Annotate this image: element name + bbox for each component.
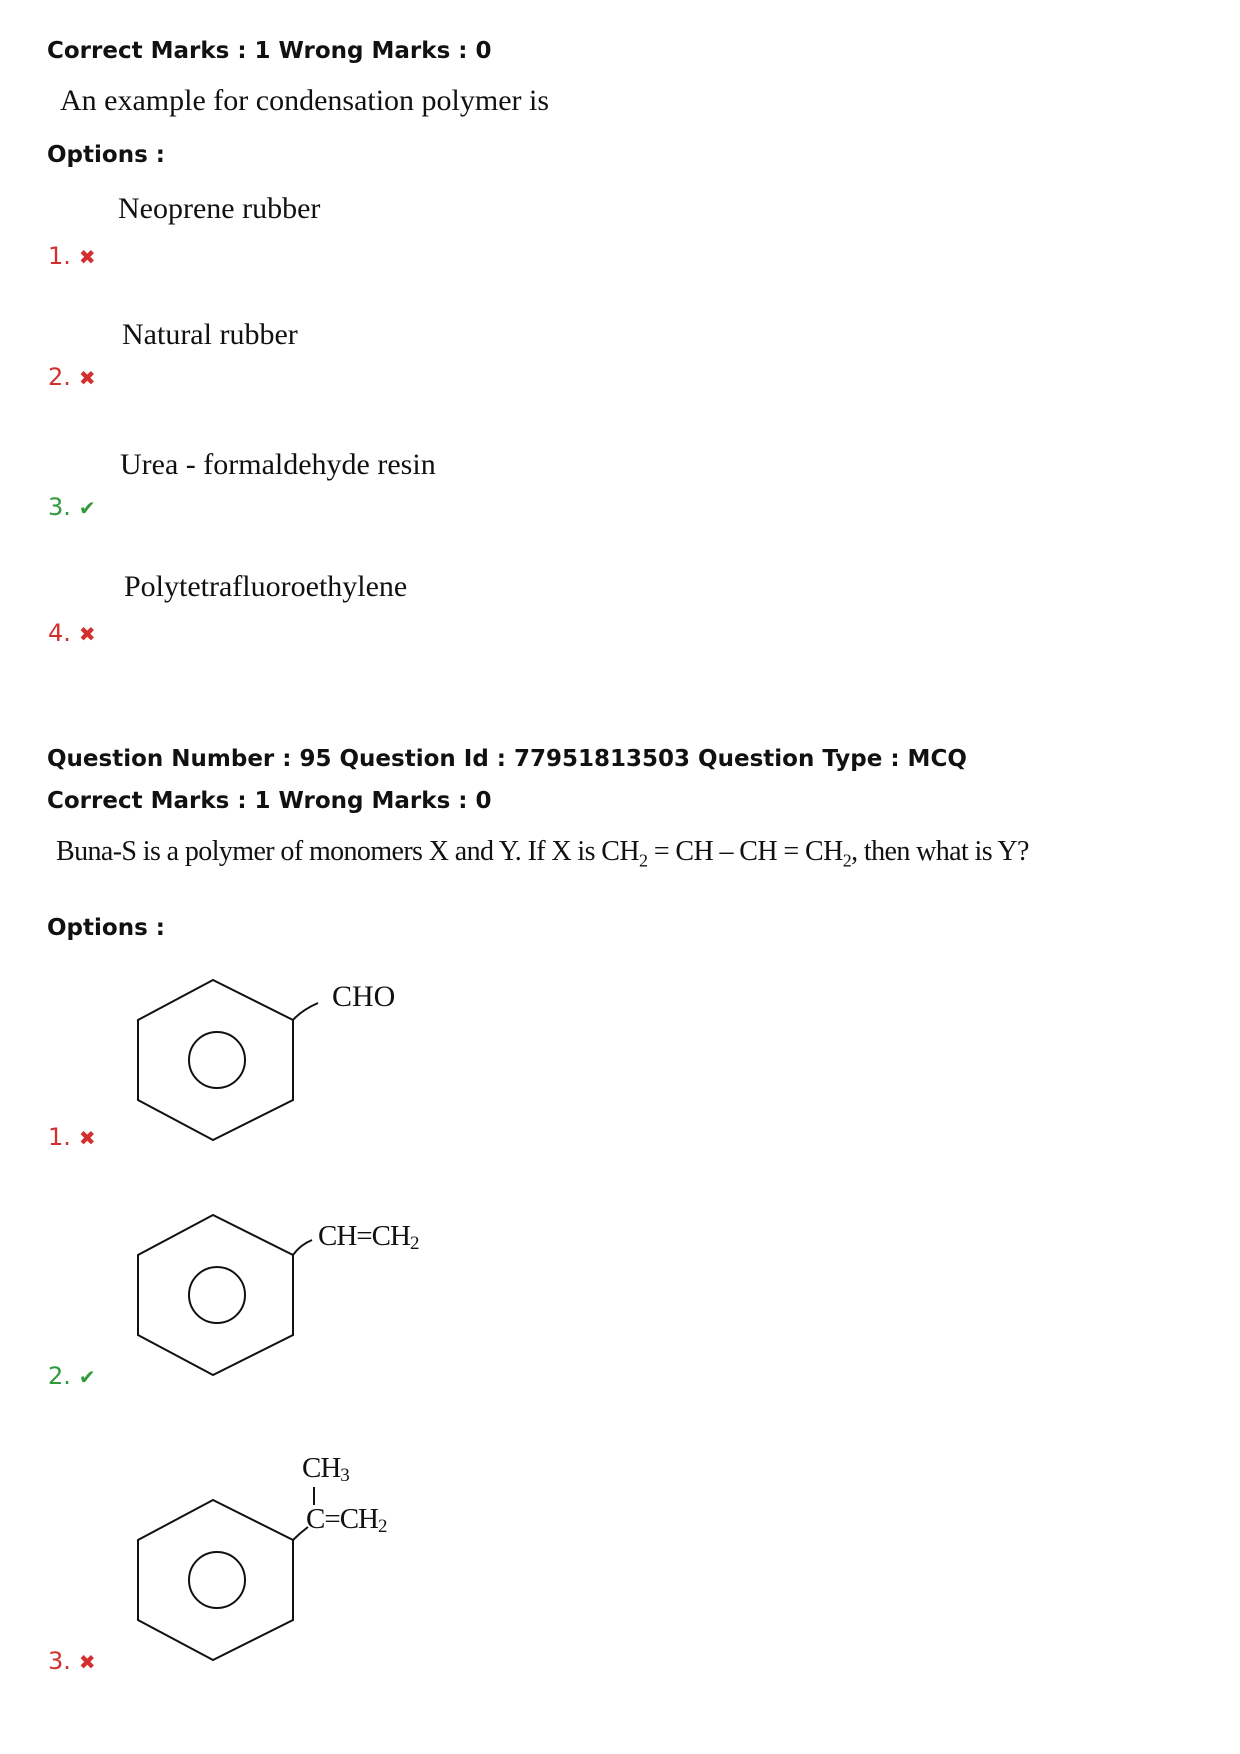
methyl-main: CH [302,1452,341,1484]
subscript: 2 [409,1233,419,1254]
option-2-label [48,1362,96,1390]
aromatic-circle [189,1552,245,1608]
substituent-main: CH=CH [318,1220,410,1252]
option-2-text: Natural rubber [122,318,298,351]
substituent-label [318,1220,419,1254]
subscript: 3 [340,1465,349,1486]
benzaldehyde-drawing [130,975,430,1145]
question-95-text-part: Buna-S is a polymer of monomers X and Y. If X is CH [56,836,640,867]
question-95-text-part: , then what is Y? [851,836,1029,867]
option-1-number: 1. [48,242,71,270]
substituent-label: CHO [332,980,396,1013]
methyl-label [302,1452,349,1486]
styrene-drawing [130,1210,450,1380]
option-3-label [48,1647,96,1675]
option-1-label [48,1123,96,1151]
subscript: 2 [842,850,852,871]
substituent-bond [293,1240,312,1255]
question-94-text: An example for condensation polymer is [60,84,550,117]
benzene-ring [138,980,293,1140]
aromatic-circle [189,1267,245,1323]
cross-icon: ✖ [78,622,96,646]
aromatic-circle [189,1032,245,1088]
question-95-text [56,836,1029,872]
cross-icon: ✖ [78,1126,96,1150]
question-94-options-label: Options : [47,142,165,168]
substituent-bond [293,1003,318,1020]
option-2-number: 2. [48,363,71,391]
option-2-label [48,363,96,391]
benzene-ring [138,1500,293,1660]
option-3-number: 3. [48,493,71,521]
cross-icon: ✖ [78,1650,96,1674]
alpha-methylstyrene-drawing [130,1445,450,1665]
option-3-text: Urea - formaldehyde resin [120,448,436,481]
option-2-number: 2. [48,1362,71,1390]
option-4-text: Polytetrafluoroethylene [124,570,408,603]
vinyl-label [306,1503,387,1537]
benzene-ring [138,1215,293,1375]
question-95-text-part: = CH – CH = CH [647,836,843,867]
question-95-options-label: Options : [47,915,165,941]
option-1-text: Neoprene rubber [118,192,321,225]
option-1-label [48,242,96,270]
question-94-marks: Correct Marks : 1 Wrong Marks : 0 [47,38,492,64]
subscript: 2 [377,1516,387,1537]
vinyl-main: C=CH [306,1503,378,1535]
benzaldehyde-structure [130,975,430,1145]
cross-icon: ✖ [78,366,96,390]
cross-icon: ✖ [78,245,96,269]
option-4-number: 4. [48,619,71,647]
option-3-label [48,493,96,521]
question-95-marks: Correct Marks : 1 Wrong Marks : 0 [47,788,492,814]
question-95-header: Question Number : 95 Question Id : 77951813503 Question Type : MCQ [47,746,967,772]
styrene-structure [130,1210,450,1380]
option-3-number: 3. [48,1647,71,1675]
option-4-label [48,619,96,647]
check-icon: ✔ [78,496,96,520]
option-1-number: 1. [48,1123,71,1151]
alpha-methylstyrene-structure [130,1445,450,1665]
subscript: 2 [639,850,648,871]
check-icon: ✔ [78,1365,96,1389]
